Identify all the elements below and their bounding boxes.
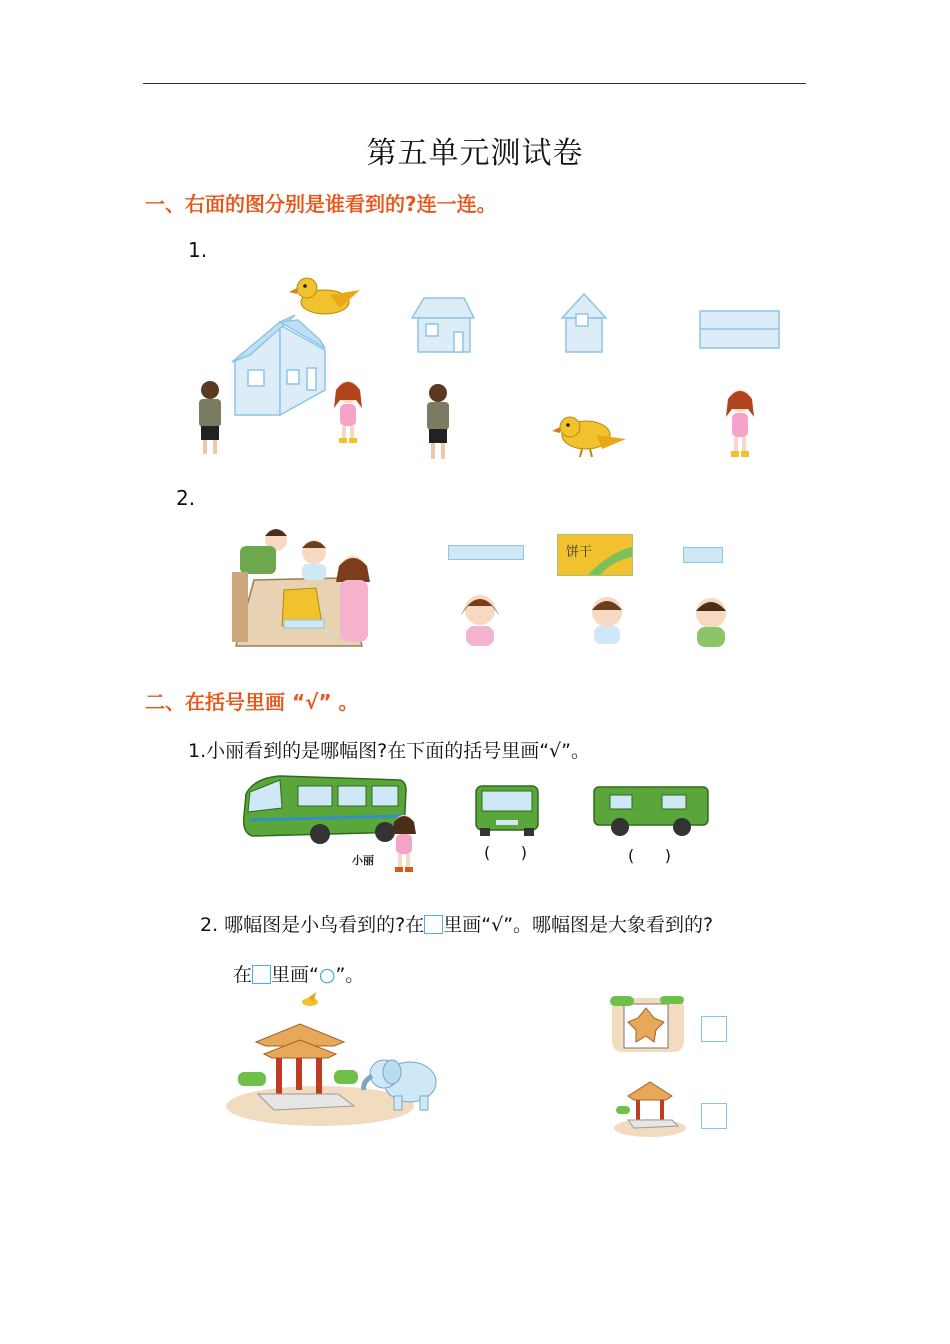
circle-symbol: ○: [318, 964, 336, 986]
bus-front-view-option: [474, 784, 540, 838]
girl-face-observer: [456, 588, 504, 646]
pavilion-side-view-option: [610, 1078, 688, 1138]
table-side-view-long-option: [448, 545, 524, 560]
checkbox-inline-icon: [424, 915, 443, 934]
xiaoli-label: 小丽: [352, 854, 374, 867]
bus-scene-illustration: [240, 772, 422, 878]
boy-back-observer: [420, 383, 456, 463]
bird-icon: [289, 278, 360, 314]
answer-box-2[interactable]: [701, 1103, 727, 1129]
boy-center-icon: [302, 540, 326, 580]
pavilion-top-view-option: [610, 996, 686, 1054]
header-rule: [143, 83, 806, 84]
table-scene-illustration: [218, 522, 386, 650]
boy-face-observer: [584, 592, 630, 644]
pavilion-scene-illustration: [224, 994, 446, 1128]
house-illustration: [232, 315, 325, 415]
bus-side-view-option: [592, 785, 710, 839]
checkbox-inline-icon: [252, 965, 271, 984]
page-title: 第五单元测试卷: [366, 136, 584, 171]
boy-green-face-observer: [689, 593, 733, 647]
house-scene-illustration: [190, 270, 370, 470]
answer-paren-2[interactable]: ( ): [628, 846, 671, 865]
cake-label: 饼干: [566, 545, 593, 560]
q2-2-text-b: 里画“√”。哪幅图是大象看到的?: [443, 914, 714, 936]
girl-right-icon: [336, 556, 370, 642]
house-front-view-option: [410, 296, 476, 354]
question-2-2-line-2: [233, 960, 364, 987]
house-top-view-option: [699, 310, 781, 350]
girl-observer: [716, 387, 764, 463]
question-2-2-line-1: [200, 910, 713, 937]
question-1-2-label: 2.: [176, 486, 196, 510]
answer-paren-1[interactable]: ( ): [484, 843, 527, 862]
house-side-view-option: [560, 292, 608, 354]
q2-2-text-d: 里画“: [271, 964, 319, 986]
small-bird-icon: [302, 992, 318, 1006]
bus-illustration: [244, 776, 406, 844]
table-top-view-option: [557, 534, 633, 576]
q2-2-text-a: 2. 哪幅图是小鸟看到的?在: [200, 914, 425, 936]
girl-icon: [334, 381, 362, 443]
question-1-1-label: 1.: [188, 238, 208, 262]
question-2-1-text: 1.小丽看到的是哪幅图?在下面的括号里画“√”。: [188, 740, 591, 762]
q2-2-text-e: ”。: [335, 964, 365, 986]
answer-box-1[interactable]: [701, 1016, 727, 1042]
section-1-heading: 一、右面的图分别是谁看到的?连一连。: [145, 192, 497, 216]
table-side-view-short-option: [683, 547, 723, 563]
bird-observer: [556, 405, 628, 461]
q2-2-text-c: 在: [233, 964, 253, 986]
section-2-heading: 二、在括号里画 “√” 。: [145, 690, 359, 714]
xiaoli-girl-icon: [392, 815, 416, 872]
boy-back-icon: [199, 381, 221, 454]
